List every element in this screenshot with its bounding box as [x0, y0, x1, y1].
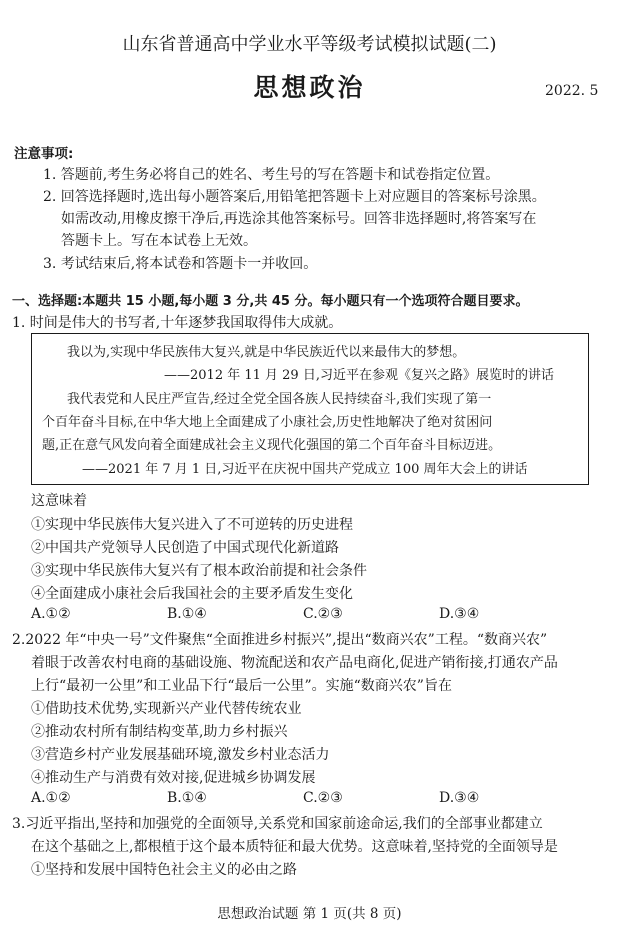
option-d: D.③④ [439, 790, 480, 806]
question-1-item: ③实现中华民族伟大复兴有了根本政治前提和社会条件 [31, 563, 367, 579]
notice-line: 如需改动,用橡皮擦干净后,再选涂其他答案标号。回答非选择题时,将答案写在 [61, 211, 537, 227]
question-1-stem: 1. 时间是伟大的书写者,十年逐梦我国取得伟大成就。 [12, 315, 343, 331]
quote-line: 题,正在意气风发向着全面建成社会主义现代化强国的第二个百年奋斗目标迈进。 [42, 438, 502, 453]
question-2-item: ①借助技术优势,实现新兴产业代替传统农业 [31, 701, 302, 717]
option-a: A.①② [31, 790, 71, 806]
option-b: B.①④ [167, 790, 207, 806]
option-b: B.①④ [167, 606, 207, 622]
question-1-item: ④全面建成小康社会后我国社会的主要矛盾发生变化 [31, 586, 353, 602]
quote-line: 我代表党和人民庄严宣告,经过全党全国各族人民持续奋斗,我们实现了第一 [67, 392, 492, 407]
notice-line: 1. 答题前,考生务必将自己的姓名、考生号的写在答题卡和试卷指定位置。 [43, 167, 500, 183]
question-3-item: ①坚持和发展中国特色社会主义的必由之路 [31, 862, 297, 878]
notice-heading: 注意事项: [14, 146, 74, 162]
question-2-item: ②推动农村所有制结构变革,助力乡村振兴 [31, 724, 288, 740]
exam-date: 2022. 5 [545, 83, 599, 99]
quote-line: 个百年奋斗目标,在中华大地上全面建成了小康社会,历史性地解决了绝对贫困问 [42, 415, 493, 430]
question-1-item: ①实现中华民族伟大复兴进入了不可逆转的历史进程 [31, 517, 353, 533]
quote-line: 我以为,实现中华民族伟大复兴,就是中华民族近代以来最伟大的梦想。 [67, 345, 466, 360]
quote-source: ——2012 年 11 月 29 日,习近平在参观《复兴之路》展览时的讲话 [164, 368, 554, 383]
question-1-item: ②中国共产党领导人民创造了中国式现代化新道路 [31, 540, 339, 556]
question-1-lead: 这意味着 [31, 493, 87, 509]
option-d: D.③④ [439, 606, 480, 622]
question-3-stem: 在这个基础之上,都根植于这个最本质特征和最大优势。这意味着,坚持党的全面领导是 [31, 839, 558, 855]
quote-source: ——2021 年 7 月 1 日,习近平在庆祝中国共产党成立 100 周年大会上的讲话 [82, 462, 528, 477]
page-footer: 思想政治试题 第 1 页(共 8 页) [217, 906, 402, 922]
notice-line: 答题卡上。写在本试卷上无效。 [61, 233, 257, 249]
option-c: C.②③ [303, 790, 343, 806]
notice-line: 2. 回答选择题时,选出每小题答案后,用铅笔把答题卡上对应题目的答案标号涂黑。 [43, 189, 546, 205]
exam-title: 山东省普通高中学业水平等级考试模拟试题(二) [122, 34, 497, 55]
question-2-item: ④推动生产与消费有效对接,促进城乡协调发展 [31, 770, 316, 786]
section-heading: 一、选择题:本题共 15 小题,每小题 3 分,共 45 分。每小题只有一个选项符合题目要求。 [12, 294, 529, 309]
notice-line: 3. 考试结束后,将本试卷和答题卡一并收回。 [43, 256, 318, 272]
option-c: C.②③ [303, 606, 343, 622]
question-3-stem: 3.习近平指出,坚持和加强党的全面领导,关系党和国家前途命运,我们的全部事业都建立 [12, 816, 543, 832]
question-2-item: ③营造乡村产业发展基础环境,激发乡村业态活力 [31, 747, 330, 763]
option-a: A.①② [31, 606, 71, 622]
question-2-stem: 2.2022 年“中央一号”文件聚焦“全面推进乡村振兴”,提出“数商兴农”工程。“数商兴农” [12, 632, 548, 648]
question-2-stem: 上行“最初一公里”和工业品下行“最后一公里”。实施“数商兴农”旨在 [31, 678, 452, 694]
question-2-stem: 着眼于改善农村电商的基础设施、物流配送和农产品电商化,促进产销衔接,打通农产品 [31, 655, 558, 671]
subject-title: 思想政治 [253, 73, 366, 102]
